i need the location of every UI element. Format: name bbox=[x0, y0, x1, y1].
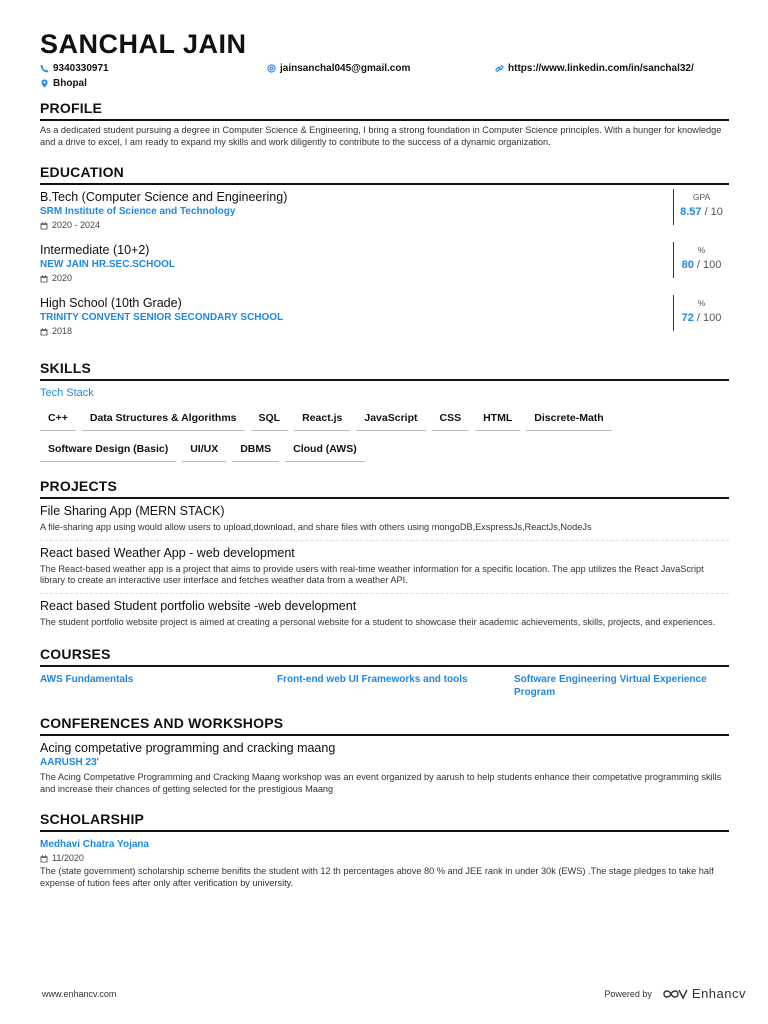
skill-tag: React.js bbox=[294, 408, 350, 431]
education-item bbox=[40, 189, 729, 232]
conference-description: The Acing Competative Programming and Cracking Maang workshop was an event organized by aarush to help students enhance their competative programming skills and increase their chances of getting selected for the prestigious Maang bbox=[40, 772, 722, 794]
skill-tag: Data Structures & Algorithms bbox=[82, 408, 245, 431]
candidate-name: SANCHAL JAIN bbox=[40, 29, 247, 59]
project-divider bbox=[40, 593, 729, 594]
calendar-icon bbox=[40, 222, 48, 230]
score-value: 72 bbox=[681, 312, 694, 324]
date-text: 2020 bbox=[52, 273, 73, 283]
phone-contact[interactable] bbox=[40, 63, 267, 74]
project-description: The student portfolio website project is aimed at creating a personal website for a student to showcase their academic achievements, skills, projects, and experiences. bbox=[40, 616, 716, 627]
resume-page bbox=[40, 28, 729, 889]
scholarship-name: Medhavi Chatra Yojana bbox=[40, 839, 150, 850]
email-text: jainsanchal045@gmail.com bbox=[280, 63, 411, 74]
profile-summary: As a dedicated student pursuing a degree in Computer Science & Engineering, I bring a strong foundation in Computer Science principles. With a hunger for knowledge and a drive to excel, I am ready to expand my skills and work diligently to contribute to the success of a dynamic organization. bbox=[40, 125, 722, 147]
project-title: File Sharing App (MERN STACK) bbox=[40, 504, 225, 518]
date-text: 2020 - 2024 bbox=[52, 220, 101, 230]
project-description: The React-based weather app is a project that aims to provide users with real-time weather information for a specific location. The app utilizes the React JavaScript library to create an interactive user interface and fetches weather data from a weather API. bbox=[40, 563, 704, 585]
skills-section bbox=[40, 360, 729, 462]
footer-website-link[interactable]: www.enhancv.com bbox=[42, 988, 117, 999]
profile-heading: PROFILE bbox=[40, 100, 729, 121]
school-name: TRINITY CONVENT SENIOR SECONDARY SCHOOL bbox=[40, 312, 284, 323]
skill-tag: SQL bbox=[251, 408, 289, 431]
project-description: A file-sharing app using would allow users to upload,download, and share files with others using mongoDB,ExspressJs,ReactJs,NodeJs bbox=[40, 522, 592, 532]
phone-icon bbox=[40, 64, 49, 73]
degree-title: B.Tech (Computer Science and Engineering) bbox=[40, 190, 288, 204]
education-date bbox=[40, 272, 175, 285]
score-label: % bbox=[697, 245, 706, 255]
conferences-section bbox=[40, 715, 729, 795]
projects-section bbox=[40, 478, 729, 628]
skill-tag: CSS bbox=[432, 408, 470, 431]
education-section bbox=[40, 164, 729, 338]
profile-section bbox=[40, 100, 729, 148]
project-title: React based Weather App - web development bbox=[40, 545, 295, 560]
powered-by-label: Powered by bbox=[604, 988, 652, 999]
skill-tags bbox=[40, 408, 729, 462]
score-max: / 100 bbox=[696, 312, 722, 324]
conferences-heading: CONFERENCES AND WORKSHOPS bbox=[40, 715, 729, 736]
enhancv-logo-icon bbox=[662, 987, 688, 1001]
education-date bbox=[40, 325, 283, 338]
calendar-icon bbox=[40, 275, 48, 283]
course-item: Front-end web UI Frameworks and tools bbox=[277, 674, 468, 685]
calendar-icon bbox=[40, 328, 48, 336]
project-item bbox=[40, 503, 729, 534]
education-heading: EDUCATION bbox=[40, 164, 729, 185]
education-item bbox=[40, 242, 729, 285]
score-value: 80 bbox=[681, 259, 694, 271]
conference-organizer: AARUSH 23' bbox=[40, 757, 100, 768]
powered-by bbox=[604, 986, 746, 1001]
gpa-score bbox=[673, 189, 729, 225]
school-name: SRM Institute of Science and Technology bbox=[40, 206, 236, 217]
linkedin-text: https://www.linkedin.com/in/sanchal32/ bbox=[508, 63, 694, 74]
percentage-score bbox=[673, 295, 729, 331]
conference-title: Acing competative programming and cracking maang bbox=[40, 741, 336, 755]
enhancv-logo[interactable] bbox=[662, 986, 746, 1001]
project-item bbox=[40, 598, 729, 629]
project-item bbox=[40, 545, 729, 587]
location-row bbox=[40, 77, 729, 90]
education-item bbox=[40, 295, 729, 338]
projects-heading: PROJECTS bbox=[40, 478, 729, 499]
degree-title: High School (10th Grade) bbox=[40, 296, 182, 310]
scholarship-heading: SCHOLARSHIP bbox=[40, 811, 729, 832]
at-icon bbox=[267, 64, 276, 73]
percentage-score bbox=[673, 242, 729, 278]
score-label: % bbox=[697, 298, 706, 308]
skills-subtitle: Tech Stack bbox=[40, 387, 94, 399]
course-item: AWS Fundamentals bbox=[40, 674, 134, 685]
skill-tag: DBMS bbox=[232, 439, 279, 462]
score-label: GPA bbox=[692, 192, 711, 202]
score-max: / 10 bbox=[704, 206, 723, 218]
calendar-icon bbox=[40, 855, 48, 863]
skill-tag: HTML bbox=[475, 408, 520, 431]
date-text: 2018 bbox=[52, 326, 73, 336]
email-contact[interactable] bbox=[267, 63, 495, 74]
location-contact bbox=[40, 78, 87, 89]
skill-tag: C++ bbox=[40, 408, 76, 431]
project-divider bbox=[40, 540, 729, 541]
skill-tag: Software Design (Basic) bbox=[40, 439, 176, 462]
school-name: NEW JAIN HR.SEC.SCHOOL bbox=[40, 259, 176, 270]
skill-tag: JavaScript bbox=[356, 408, 425, 431]
contact-row bbox=[40, 62, 729, 75]
degree-title: Intermediate (10+2) bbox=[40, 243, 150, 257]
score-value: 8.57 bbox=[680, 206, 702, 218]
courses-heading: COURSES bbox=[40, 646, 729, 667]
skill-tag: Discrete-Math bbox=[526, 408, 611, 431]
skill-tag: Cloud (AWS) bbox=[285, 439, 365, 462]
enhancv-logo-text: Enhancv bbox=[691, 986, 746, 1001]
skills-heading: SKILLS bbox=[40, 360, 729, 381]
phone-text: 9340330971 bbox=[53, 63, 109, 74]
course-item: Software Engineering Virtual Experience Program bbox=[514, 674, 707, 698]
location-text: Bhopal bbox=[53, 78, 87, 89]
date-text: 11/2020 bbox=[52, 853, 84, 863]
education-date bbox=[40, 219, 287, 232]
link-icon bbox=[495, 64, 504, 73]
project-title: React based Student portfolio website -web development bbox=[40, 598, 357, 613]
location-pin-icon bbox=[40, 79, 49, 88]
scholarship-description: The (state government) scholarship scheme benifits the student with 12 th percentages above 80 % and JEE rank in under 30k (EWS) .The stage pledges to take half expense of tution fees after only after verification by university. bbox=[40, 866, 714, 888]
scholarship-section bbox=[40, 811, 729, 889]
course-list bbox=[40, 673, 729, 699]
skill-tag: UI/UX bbox=[182, 439, 226, 462]
courses-section bbox=[40, 646, 729, 699]
score-max: / 100 bbox=[696, 259, 722, 271]
scholarship-date bbox=[40, 852, 729, 865]
page-footer bbox=[42, 986, 746, 1001]
linkedin-contact[interactable] bbox=[495, 63, 694, 74]
